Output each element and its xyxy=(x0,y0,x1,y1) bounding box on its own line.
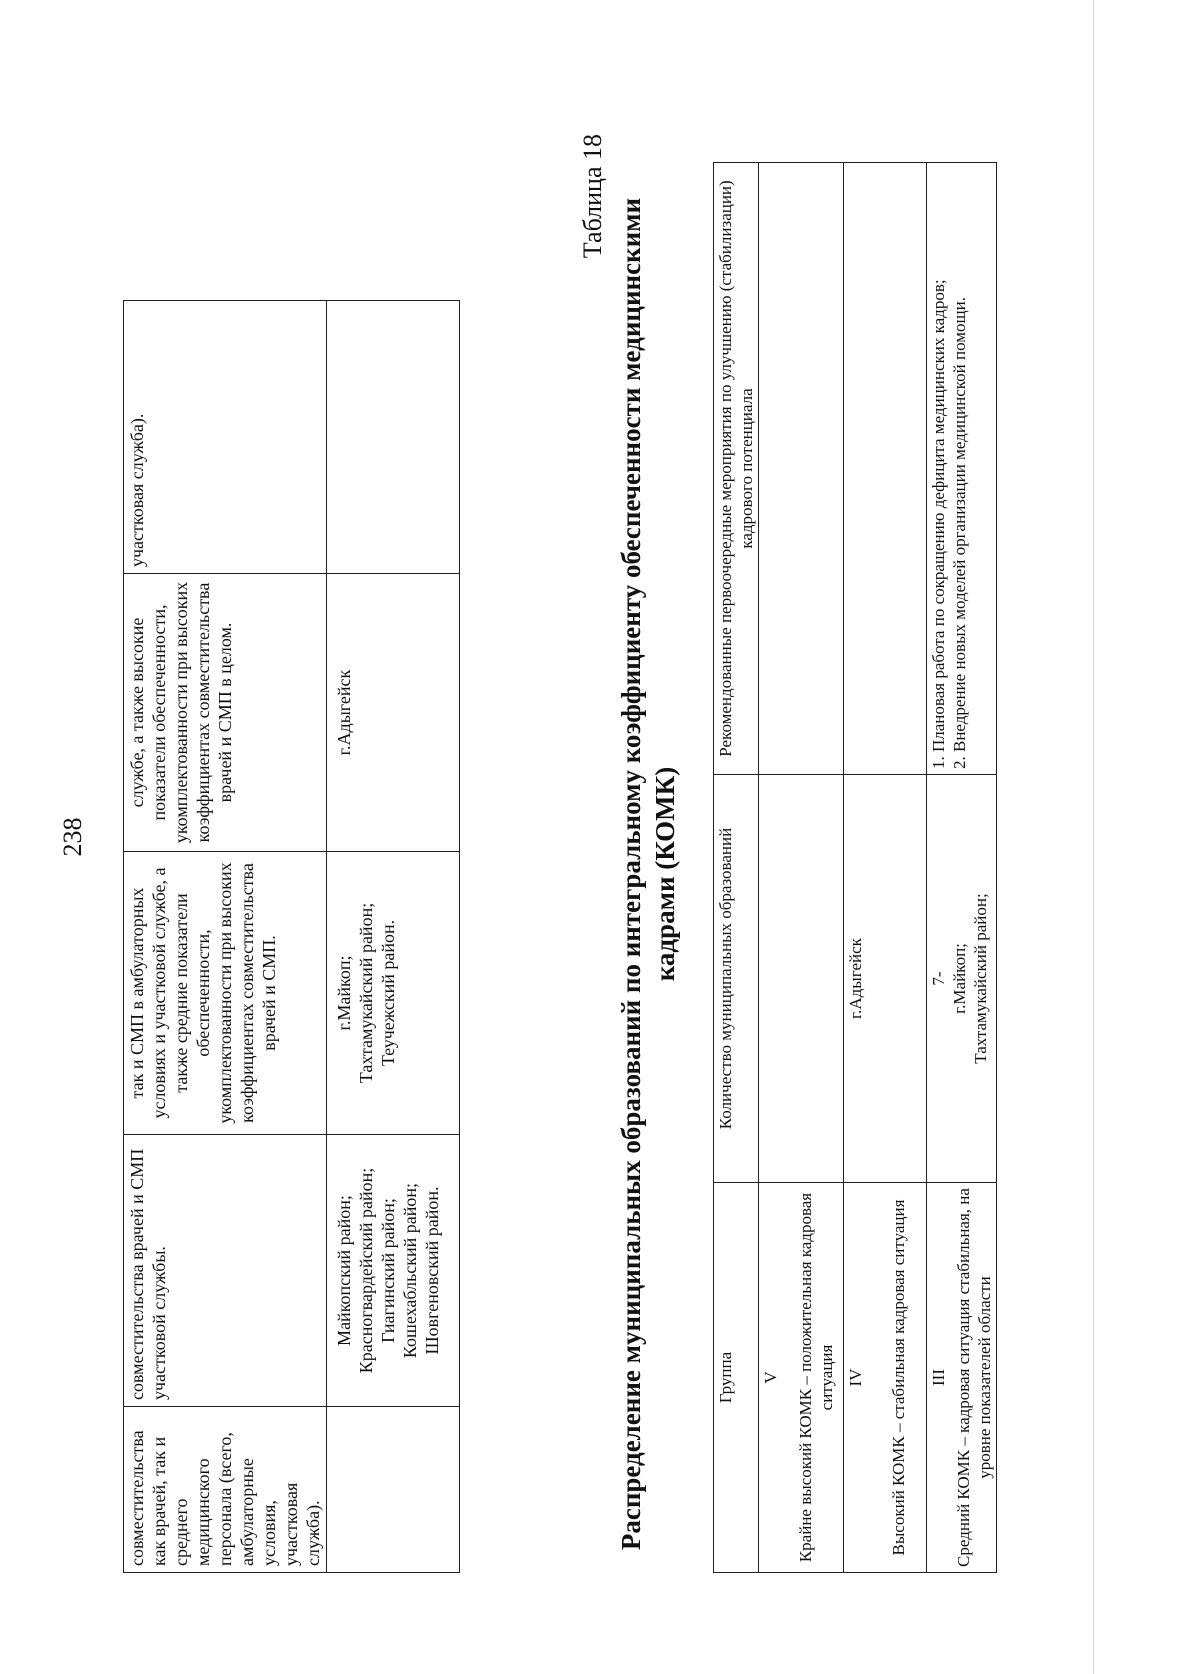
group-cell xyxy=(927,1183,997,1573)
table-cell: так и СМП в амбулаторных условиях и участковой службе, а также средние показатели обеспеченности, укомплектованности при высоких коэффициентах совместительства врачей и СМП. xyxy=(124,852,327,1135)
table-row xyxy=(759,163,844,1573)
table-cell: Майкопский район; Красногвардейский район; Гиагинский район; Кошехабльский район; Шовгеновский район. xyxy=(327,1135,460,1407)
header-measures: Рекомендованные первоочередные мероприятия по улучшению (стабилизации) кадрового потенциала xyxy=(714,163,759,775)
table-cell xyxy=(327,301,460,574)
group-description: Высокий КОМК – стабильная кадровая ситуация xyxy=(889,1199,908,1556)
municipality: Тахтамукайский район; xyxy=(971,893,990,1064)
table-title: Распределение муниципальных образований по интегральному коэффициенту обеспеченности медицинскими кадрами (КОМК) xyxy=(616,197,680,1551)
table-cell: г.Адыгейск xyxy=(327,574,460,852)
table-cell: г.Майкоп; Тахтамукайский район; Теучежский район. xyxy=(327,852,460,1135)
municipality: г.Майкоп; xyxy=(950,943,969,1014)
group-cell xyxy=(844,1183,927,1573)
group-number: V xyxy=(761,1371,780,1384)
table-row xyxy=(327,301,460,1573)
group-number: III xyxy=(929,1369,948,1386)
table-row xyxy=(844,163,927,1573)
header-municipalities: Количество муниципальных образований xyxy=(714,775,759,1183)
continuation-table xyxy=(123,300,460,1573)
header-group: Группа xyxy=(714,1183,759,1573)
group-description: Крайне высокий КОМК – положительная кадровая ситуация xyxy=(796,1192,836,1563)
table-cell: службе, а также высокие показатели обеспеченности, укомплектованности при высоких коэффициентах совместительства врачей и СМП в целом. xyxy=(124,574,327,852)
municipalities-cell xyxy=(927,775,997,1183)
municipalities-cell xyxy=(759,775,844,1183)
group-cell xyxy=(759,1183,844,1573)
measures-cell xyxy=(759,163,844,775)
table-row xyxy=(927,163,997,1573)
group-description: Средний КОМК – кадровая ситуация стабильная, на уровне показателей области xyxy=(954,1188,994,1567)
page-number: 238 xyxy=(58,817,87,857)
measures-cell xyxy=(927,163,997,775)
table-cell: участковая служба). xyxy=(124,301,327,574)
municipalities-cell xyxy=(844,775,927,1183)
measures-cell xyxy=(844,163,927,775)
measure-item: 1. Плановая работа по сокращению дефицита медицинских кадров; xyxy=(929,279,948,769)
table-cell xyxy=(327,1407,460,1573)
group-number: IV xyxy=(846,1368,865,1387)
municipality: 7- xyxy=(929,971,948,986)
table-caption: Таблица 18 xyxy=(578,134,607,259)
table-header-row xyxy=(714,163,759,1573)
komk-table xyxy=(713,162,997,1573)
table-cell: совместительства как врачей, так и среднего медицинского персонала (всего, амбулаторные условия, участковая служба). xyxy=(124,1407,327,1573)
measure-item: 2. Внедрение новых моделей организации медицинской помощи. xyxy=(950,297,969,769)
scan-edge-line xyxy=(1093,0,1094,1674)
table-row xyxy=(124,301,327,1573)
municipality: г.Адыгейск xyxy=(846,938,865,1019)
table-cell: совместительства врачей и СМП участковой службы. xyxy=(124,1135,327,1407)
